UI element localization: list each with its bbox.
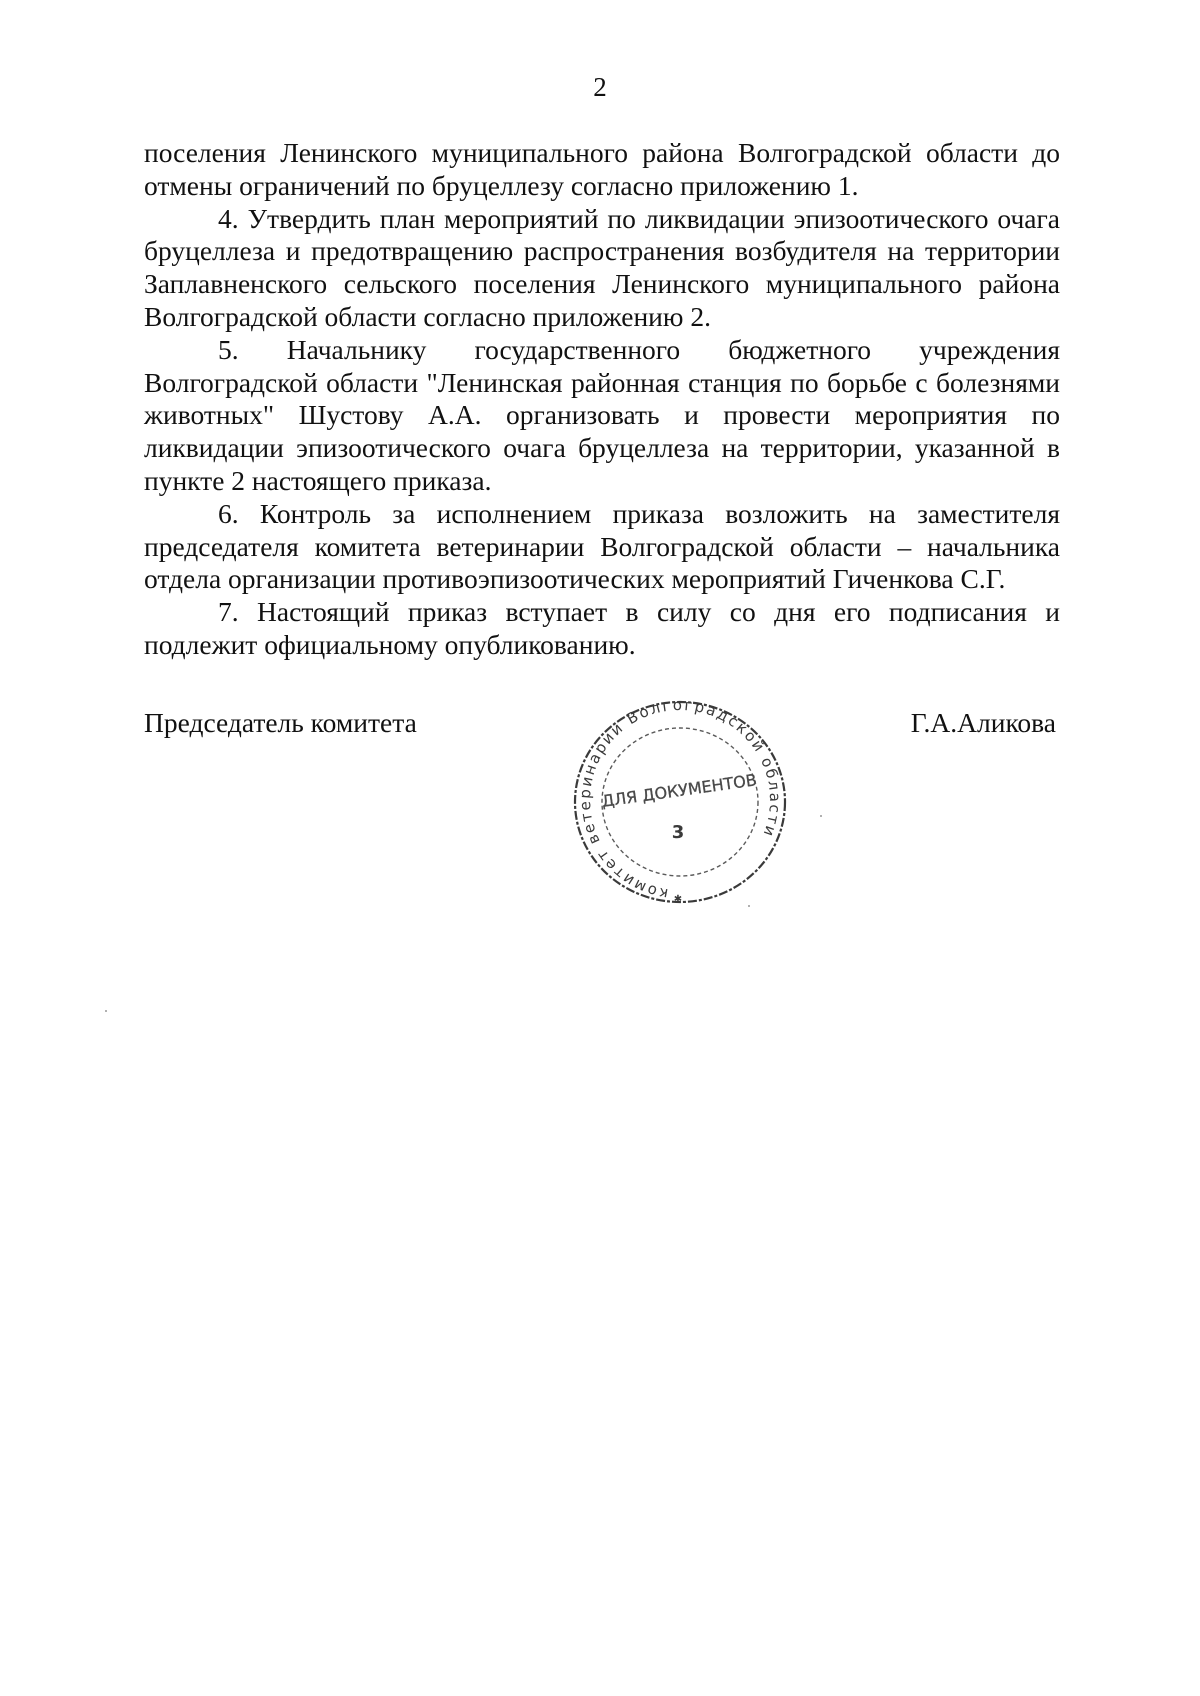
page-number: 2 <box>593 72 607 102</box>
paragraph-item-5: 5. Начальнику государственного бюджетного учреждения Волгоградской области "Ленинская районная станция по борьбе с болезнями животных" Шустову А.А. организовать и провести мероприятия по ликвидации эпизоотического очага бруцеллеза на территории, указанной в пункте 2 настоящего приказа. <box>144 333 1060 496</box>
signatory-title: Председатель комитета <box>144 707 417 738</box>
stamp-number: 3 <box>671 822 685 843</box>
signatory-name: Г.А.Аликова <box>910 707 1056 738</box>
stamp-star-icon: ✱ <box>673 894 683 905</box>
paragraph-item-6: 6. Контроль за исполнением приказа возложить на заместителя председателя комитета ветеринарии Волгоградской области – начальника отдела организации противоэпизоотических мероприятий Гиченкова С.Г. <box>144 497 1060 595</box>
stamp-outer-text: комитет ветеринарии Волгоградской области <box>575 695 785 904</box>
scan-speck <box>105 1010 107 1012</box>
scan-speck <box>820 815 822 817</box>
scan-speck <box>748 905 750 907</box>
document-body <box>144 137 1060 662</box>
official-stamp <box>566 690 794 910</box>
stamp-center-text: ДЛЯ ДОКУМЕНТОВ <box>600 770 758 811</box>
paragraph-continuation: поселения Ленинского муниципального района Волгоградской области до отмены ограничений по бруцеллезу согласно приложению 1. <box>144 137 1060 201</box>
paragraph-item-4: 4. Утвердить план мероприятий по ликвидации эпизоотического очага бруцеллеза и предотвращению распространения возбудителя на территории Заплавненского сельского поселения Ленинского муниципального района Волгоградской области согласно приложению 2. <box>144 202 1060 332</box>
paragraph-item-7: 7. Настоящий приказ вступает в силу со дня его подписания и подлежит официальному опубликованию. <box>144 596 1060 660</box>
